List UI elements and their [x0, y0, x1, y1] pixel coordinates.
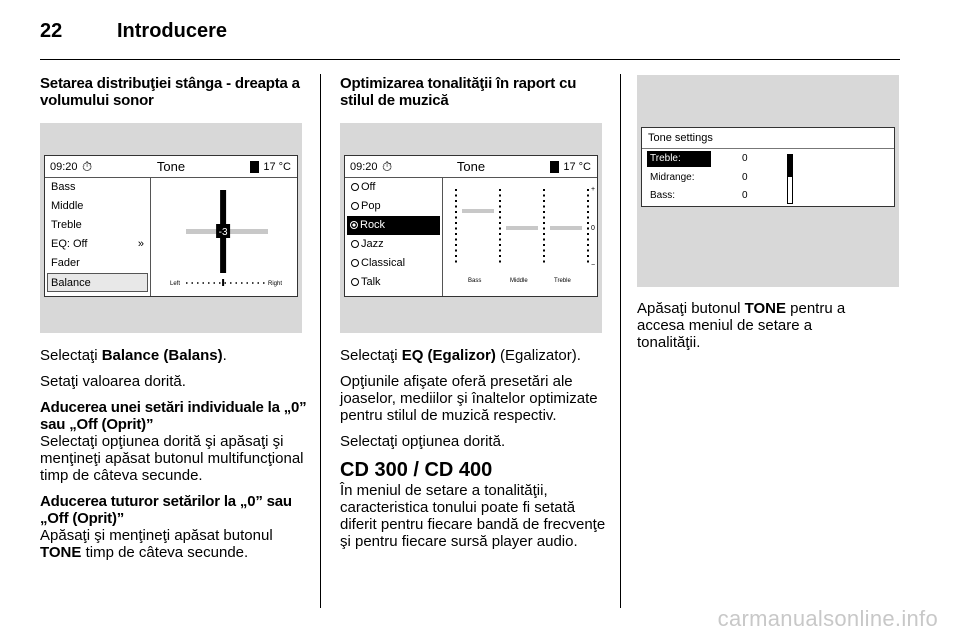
eq-scale-minus: − [591, 262, 596, 269]
column-3-text [637, 300, 877, 360]
eq-screen-figure [340, 123, 602, 333]
tone-row-value: 0 [742, 190, 748, 201]
section-heading-eq: Optimizarea tonalităţii în raport cu stilul de muzică [340, 75, 577, 109]
tone-menu [45, 178, 151, 296]
preset-label: Talk [361, 276, 381, 288]
menu-item-eq-label: EQ: Off [51, 238, 88, 250]
eq-level-treble [550, 226, 582, 230]
radio-selected-icon [350, 221, 358, 229]
screen-time: 09:20 [50, 161, 78, 173]
tone-row-treble [647, 151, 792, 167]
preset-classical [345, 254, 442, 273]
section-heading-cd: CD 300 / CD 400 [340, 459, 493, 481]
eq-scale-plus: + [591, 186, 596, 193]
screen-title: Tone [456, 159, 486, 174]
thermometer-icon [250, 161, 259, 173]
balance-left-label: Left [170, 281, 181, 287]
preset-talk [345, 273, 442, 292]
tone-row-value: 0 [742, 153, 748, 164]
column-divider-1 [320, 74, 321, 608]
thermometer-icon [550, 161, 559, 173]
paragraph-set-value: Setaţi valoarea dorită. [40, 373, 186, 390]
preset-rock [347, 216, 440, 235]
paragraph-reset-individual: Selectaţi opţiunea dorită şi apăsaţi şi menţineţi apăsat butonul multifuncţional timp de câteva secunde. [40, 433, 304, 484]
preset-label: Classical [361, 257, 406, 269]
paragraph-select-eq [340, 347, 610, 364]
text: timp de câteva secunde. [81, 544, 249, 561]
tone-row-label: Bass: [650, 190, 676, 201]
paragraph-cd-tone: În meniul de setare a tonalităţii, caracteristica tonului poate fi setată diferit pentru fiecare bandă de frecvenţe şi pentru fiecare sursă player audio. [340, 482, 606, 550]
column-2-text [340, 347, 610, 559]
preset-label: Pop [361, 200, 381, 212]
eq-label-treble: Treble [554, 278, 571, 284]
watermark: carmanualsonline.info [717, 606, 938, 631]
text: Selectaţi [340, 347, 402, 364]
menu-item-middle: Middle [51, 200, 84, 212]
paragraph-select-option: Selectaţi opţiunea dorită. [340, 433, 506, 450]
tone-row-midrange [647, 170, 792, 186]
paragraph-reset-all [40, 527, 308, 561]
balance-screen-figure [40, 123, 302, 333]
balance-control [152, 179, 298, 297]
submenu-arrow-icon: » [137, 238, 144, 250]
column-1-text [40, 347, 308, 570]
tone-settings-title: Tone settings [648, 132, 713, 144]
eq-label-bass: Bass [468, 278, 482, 284]
column-1 [40, 75, 308, 109]
clock-icon: ⏱ [382, 159, 393, 174]
screen-temperature: 17 °C [563, 161, 591, 173]
page-number: 22 [40, 20, 63, 42]
text: Apăsaţi butonul [637, 300, 745, 317]
menu-item-eq [45, 235, 150, 254]
radio-icon [351, 202, 359, 210]
bold-term: Balance (Balans) [101, 347, 223, 364]
balance-screen [44, 155, 298, 297]
column-2 [340, 75, 610, 109]
bold-term: TONE [744, 300, 786, 317]
paragraph-press-tone [637, 300, 877, 351]
menu-item-treble: Treble [51, 219, 82, 231]
preset-label: Rock [360, 219, 386, 231]
eq-screen [344, 155, 598, 297]
header-rule [40, 59, 900, 60]
radio-icon [351, 240, 359, 248]
screen-divider [642, 148, 894, 149]
text: pentru a accesa meniul de setare a tonalităţii. [637, 300, 846, 351]
preset-label: Jazz [361, 238, 384, 250]
menu-item-fader: Fader [51, 257, 80, 269]
tone-row-label: Midrange: [650, 172, 695, 183]
screen-title: Tone [156, 159, 186, 174]
page-title: Introducere [117, 20, 228, 42]
tone-settings-screen [641, 127, 895, 207]
subheading-reset-individual: Aducerea unei setări individuale la „0” sau „Off (Oprit)” [40, 399, 307, 433]
section-heading-balance: Setarea distribuţiei stânga - dreapta a volumului sonor [40, 75, 300, 109]
text: Selectaţi [40, 347, 102, 364]
tone-scrollbar [787, 154, 793, 204]
paragraph-eq-options: Opţiunile afişate oferă presetări ale joaselor, mediilor şi înaltelor optimizate pentru stilul de muzică respectiv. [340, 373, 598, 424]
preset-off [345, 178, 442, 197]
clock-icon: ⏱ [82, 159, 93, 174]
balance-value-text: -3 [218, 227, 228, 238]
radio-icon [351, 259, 359, 267]
tone-scrollbar-thumb [788, 155, 792, 177]
eq-label-middle: Middle [510, 278, 528, 284]
screen-status-bar [345, 156, 597, 178]
bold-term: EQ (Egalizor) [401, 347, 496, 364]
radio-icon [351, 278, 359, 286]
eq-level-bass [462, 209, 494, 213]
column-divider-2 [620, 74, 621, 608]
screen-time: 09:20 [350, 161, 378, 173]
menu-item-bass: Bass [51, 181, 76, 193]
preset-pop [345, 197, 442, 216]
screen-status-bar [45, 156, 297, 178]
text: Apăsaţi şi menţineţi apăsat butonul [40, 527, 273, 544]
radio-icon [351, 183, 359, 191]
tone-row-label: Treble: [647, 151, 711, 167]
bold-term: TONE [40, 544, 82, 561]
tone-row-value: 0 [742, 172, 748, 183]
balance-scale-marker [222, 279, 224, 286]
menu-item-balance: Balance [47, 273, 148, 292]
screen-temperature: 17 °C [263, 161, 291, 173]
tone-settings-figure [637, 75, 899, 287]
preset-jazz [345, 235, 442, 254]
balance-right-label: Right [268, 281, 283, 287]
preset-label: Off [361, 181, 376, 193]
eq-preset-menu [345, 178, 443, 296]
eq-scale-zero: 0 [591, 225, 595, 232]
tone-row-bass [647, 188, 792, 204]
paragraph-select-balance [40, 347, 308, 364]
subheading-reset-all: Aducerea tuturor setărilor la „0” sau „Off (Oprit)” [40, 493, 292, 527]
eq-bands-display [444, 179, 598, 297]
text: (Egalizator). [495, 347, 581, 364]
text: . [222, 347, 227, 364]
eq-level-middle [506, 226, 538, 230]
